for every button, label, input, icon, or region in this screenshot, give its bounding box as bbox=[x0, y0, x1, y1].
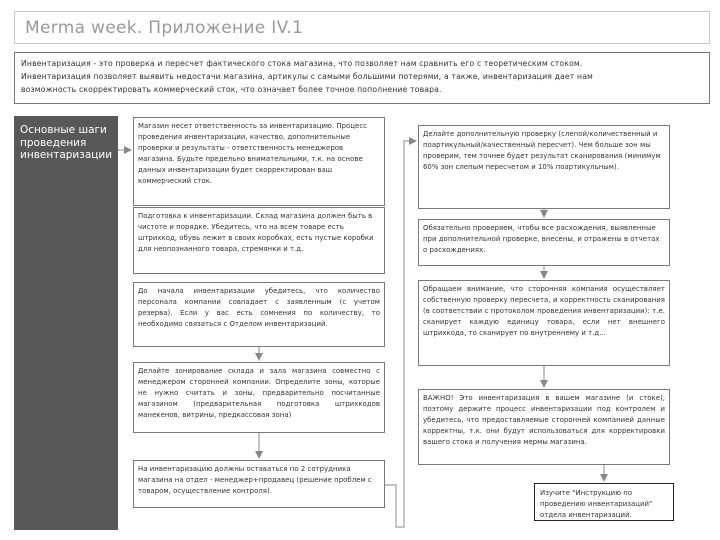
right-step-4: ВАЖНО! Это инвентаризация в вашем магазине (и стоке), поэтому держите процесс инвентаризации под контролем и убедитесь, что предоставляемые сторонней компанией данные корректны, т.к. они будут использоваться для корректировки вашего стока и получения мермы магазина. bbox=[418, 389, 670, 465]
side-label: Основные шаги проведения инвентаризации bbox=[20, 124, 113, 161]
intro-line-2: Инвентаризация позволяет выявить недостачи магазина, артикулы с самыми большими потерями, а также, инвентаризация дает нам bbox=[21, 72, 594, 81]
intro-line-1: Инвентаризация - это проверка и пересчет фактического стока магазина, что позволяет нам сравнить его с теоретическим стоком. bbox=[21, 59, 583, 68]
left-step-2: Подготовка к инвентаризации. Склад магазина должен быть в чистоте и порядке. Убедитесь, что на всем товаре есть штрихкод, обувь лежит в своих коробках, есть пустые коробки для неопознанного товара, стремянки и т.д. bbox=[133, 207, 385, 274]
intro-line-3: возможность скорректировать коммерческий сток, что означает более точное пополнение товара. bbox=[21, 85, 442, 94]
right-step-3: Обращаем внимание, что сторонняя компания осуществляет собственную проверку пересчета, и корректность сканирования (в соответствии с протоколом проведения инвентаризации): т.е. сканирует каждую единицу товара, если нет внешнего штрихкода, то сканирует по внутреннему и т.д... bbox=[418, 280, 670, 366]
intro-box bbox=[14, 52, 710, 104]
left-step-4: Делайте зонирование склада и зала магазина совместно с менеджером сторонней компании. Определите зоны, которые не нужно считать и зоны, предварительно посчитанные магазином (предварительная подготовка штрихкодов манекенов, витрины, предкассовая зона) bbox=[133, 362, 385, 433]
left-step-5: На инвентаризацию должны оставаться по 2 сотрудника магазина на отдел - менеджер+продавец (решение проблем с товаром, осуществление контроля). bbox=[133, 460, 385, 508]
right-step-2: Обязательно проверяем, чтобы все расхождения, выявленные при дополнительной проверке, внесены, и отражены в отчетах о расхождениях. bbox=[418, 219, 670, 266]
page-title: Merma week. Приложение IV.1 bbox=[25, 18, 304, 38]
instruction-note: Изучите "Инструкцию по проведению инвентаризаций" отдела инвентаризаций. bbox=[534, 483, 674, 521]
arrow-left-to-right-column bbox=[385, 141, 416, 527]
left-step-1: Магазин несет ответственность за инвентаризацию. Процесс проведения инвентаризации, качество, дополнительные проверки и результаты - ответственность менеджеров магазина. Будьте предельно внимательными, т.к. на основе данных инвентаризации будет скорректирован ваш коммерческий сток. bbox=[133, 117, 385, 206]
title-box bbox=[14, 11, 710, 44]
side-label-box bbox=[14, 116, 118, 530]
left-step-3: До начала инвентаризации убедитесь, что количество персонала компании совпадает с заявленным (с учетом резерва). Если у вас есть сомнения по количеству, то необходимо связаться с Отделом инвентаризаций. bbox=[133, 282, 385, 347]
right-step-1: Делайте дополнительную проверку (слепой/количественный и поартикульный/качественный пересчет). Чем больше зон мы проверим, тем точнее будет результат сканирования (минимум 60% зон слепым пересчетом и 10% поартикульным). bbox=[418, 125, 670, 209]
